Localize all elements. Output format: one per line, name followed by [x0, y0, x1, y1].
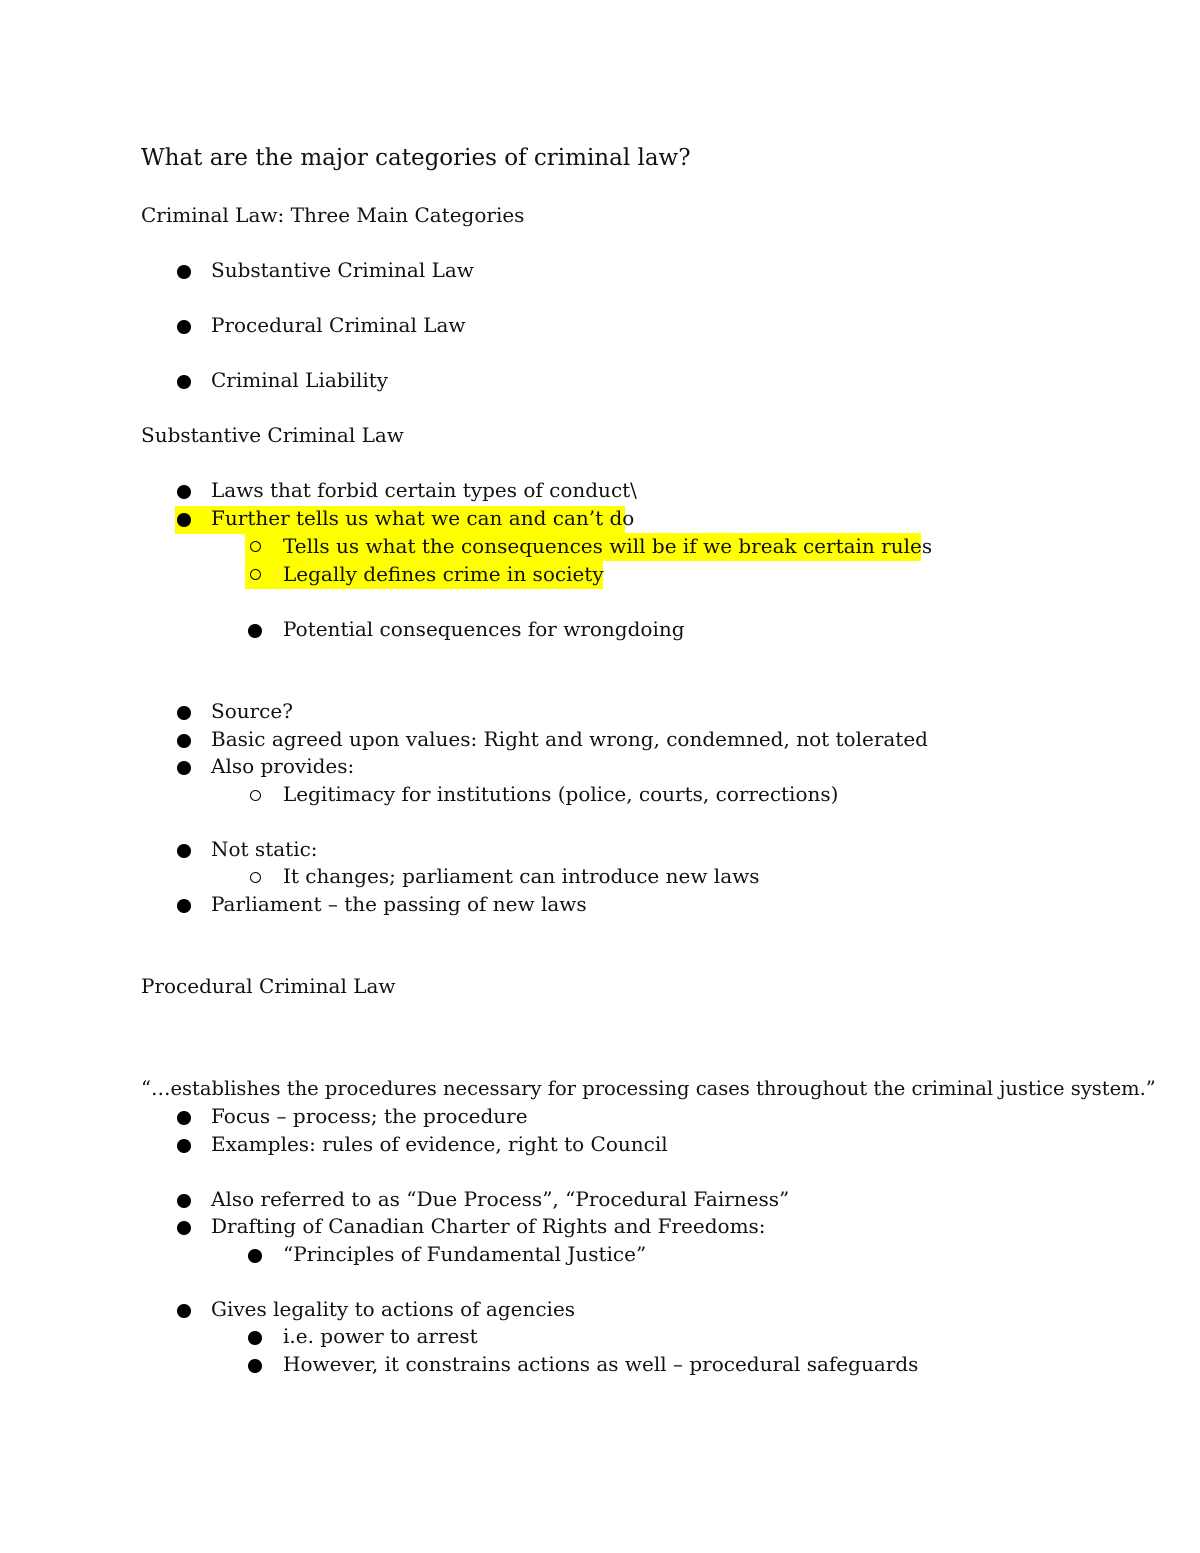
bullet-icon	[248, 1249, 262, 1263]
overview-heading: Criminal Law: Three Main Categories	[141, 203, 525, 227]
list-item: Gives legality to actions of agencies	[211, 1297, 576, 1321]
bullet-icon	[248, 624, 262, 638]
hollow-bullet-icon	[250, 872, 261, 883]
list-item: i.e. power to arrest	[283, 1324, 478, 1348]
list-item: Legitimacy for institutions (police, courts, corrections)	[283, 782, 839, 806]
bullet-icon	[177, 1221, 191, 1235]
list-item: Substantive Criminal Law	[211, 258, 474, 282]
bullet-icon	[177, 1304, 191, 1318]
bullet-icon	[177, 734, 191, 748]
list-item: Further tells us what we can and can’t do	[211, 506, 635, 530]
list-item: Criminal Liability	[211, 368, 389, 392]
list-item: Examples: rules of evidence, right to Council	[211, 1132, 668, 1156]
bullet-icon	[177, 485, 191, 499]
list-item: Basic agreed upon values: Right and wrong, condemned, not tolerated	[211, 727, 928, 751]
bullet-icon	[177, 513, 191, 527]
bullet-icon	[177, 320, 191, 334]
bullet-icon	[177, 375, 191, 389]
hollow-bullet-icon	[250, 790, 261, 801]
list-item: Legally defines crime in society	[283, 562, 604, 586]
bullet-icon	[177, 761, 191, 775]
substantive-heading: Substantive Criminal Law	[141, 423, 404, 447]
bullet-icon	[177, 265, 191, 279]
list-item: Parliament – the passing of new laws	[211, 892, 587, 916]
bullet-icon	[248, 1359, 262, 1373]
list-item: Not static:	[211, 837, 318, 861]
list-item: Laws that forbid certain types of conduct\	[211, 478, 637, 502]
bullet-icon	[177, 844, 191, 858]
procedural-quote: “…establishes the procedures necessary for processing cases throughout the criminal justice system.”	[141, 1077, 1156, 1100]
list-item: Tells us what the consequences will be if we break certain rules	[283, 534, 933, 558]
procedural-heading: Procedural Criminal Law	[141, 974, 396, 998]
bullet-icon	[177, 1194, 191, 1208]
list-item: “Principles of Fundamental Justice”	[283, 1242, 647, 1266]
page-title: What are the major categories of criminal law?	[141, 145, 691, 171]
list-item: Drafting of Canadian Charter of Rights and Freedoms:	[211, 1214, 766, 1238]
bullet-icon	[177, 1111, 191, 1125]
list-item: Also referred to as “Due Process”, “Procedural Fairness”	[211, 1187, 790, 1211]
list-item: Focus – process; the procedure	[211, 1104, 528, 1128]
hollow-bullet-icon	[250, 569, 261, 580]
bullet-icon	[177, 899, 191, 913]
list-item: Also provides:	[211, 754, 355, 778]
bullet-icon	[177, 706, 191, 720]
list-item: Procedural Criminal Law	[211, 313, 466, 337]
list-item: Source?	[211, 699, 293, 723]
list-item: Potential consequences for wrongdoing	[283, 617, 685, 641]
hollow-bullet-icon	[250, 541, 261, 552]
bullet-icon	[248, 1331, 262, 1345]
list-item: However, it constrains actions as well – procedural safeguards	[283, 1352, 919, 1376]
list-item: It changes; parliament can introduce new laws	[283, 864, 760, 888]
bullet-icon	[177, 1139, 191, 1153]
